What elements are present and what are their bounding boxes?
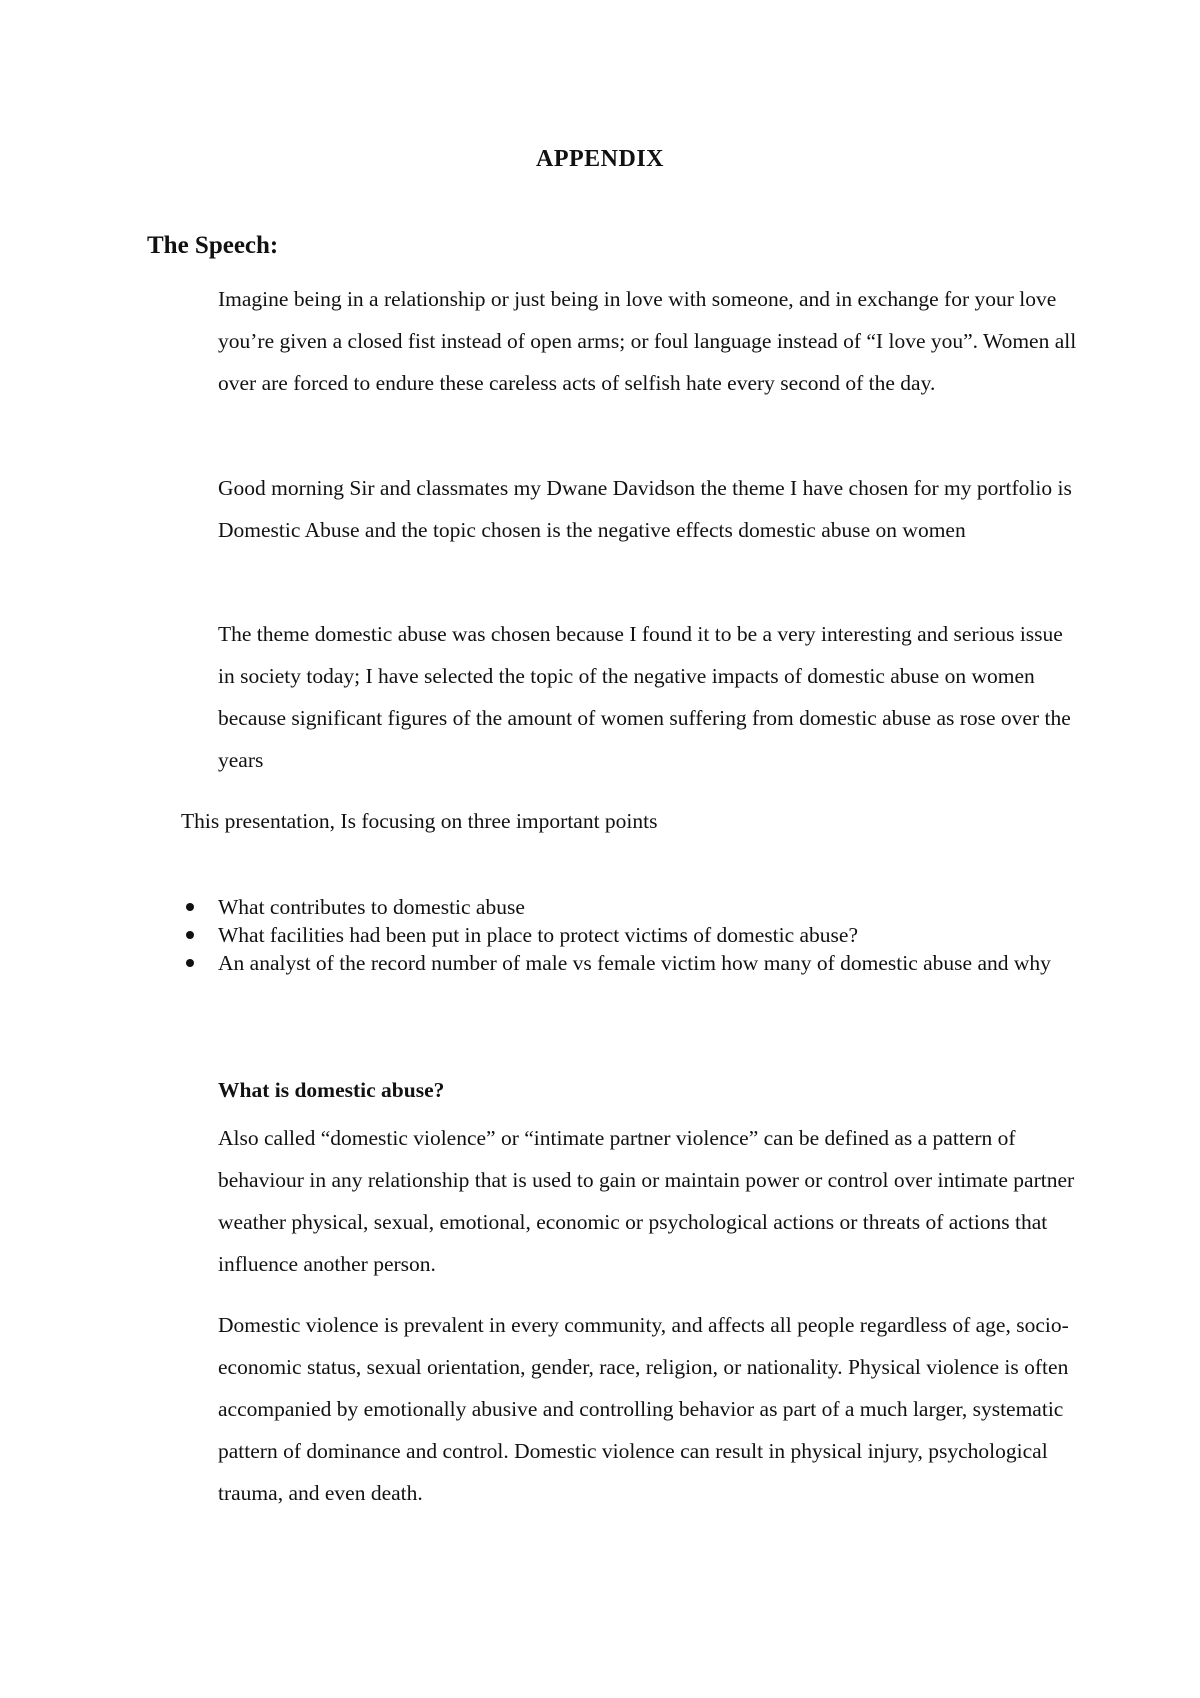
list-item-text: An analyst of the record number of male vs female victim how many of domestic abuse and why	[218, 951, 1051, 975]
speech-paragraph: The theme domestic abuse was chosen because I found it to be a very interesting and serious issue in society today; I have selected the topic of the negative impacts of domestic abuse on women because significant figures of the amount of women suffering from domestic abuse as rose over the years	[218, 622, 1071, 772]
list-item	[180, 893, 1060, 921]
list-item-text: What contributes to domestic abuse	[218, 895, 525, 919]
subsection-heading: What is domestic abuse?	[218, 1078, 445, 1102]
bullet-icon	[186, 931, 194, 939]
page-title: APPENDIX	[536, 146, 664, 172]
speech-paragraph: Good morning Sir and classmates my Dwane Davidson the theme I have chosen for my portfolio is Domestic Abuse and the topic chosen is the negative effects domestic abuse on women	[218, 476, 1072, 542]
list-item	[180, 921, 1060, 949]
presentation-intro: This presentation, Is focusing on three important points	[181, 809, 658, 833]
bullet-icon	[186, 959, 194, 967]
section-heading: The Speech:	[147, 232, 279, 259]
list-item	[180, 949, 1060, 977]
bullet-icon	[186, 903, 194, 911]
definition-paragraph: Domestic violence is prevalent in every community, and affects all people regardless of age, socio-economic status, sexual orientation, gender, race, religion, or nationality. Physical violence is often accompanied by emotionally abusive and controlling behavior as part of a much larger, systematic pattern of dominance and control. Domestic violence can result in physical injury, psychological trauma, and even death.	[218, 1313, 1069, 1505]
speech-paragraph: Imagine being in a relationship or just being in love with someone, and in exchange for your love you’re given a closed fist instead of open arms; or foul language instead of “I love you”. Women all over are forced to endure these careless acts of selfish hate every second of the day.	[218, 287, 1077, 395]
list-item-text: What facilities had been put in place to protect victims of domestic abuse?	[218, 923, 859, 947]
points-list	[180, 893, 1060, 977]
definition-paragraph: Also called “domestic violence” or “intimate partner violence” can be defined as a pattern of behaviour in any relationship that is used to gain or maintain power or control over intimate partner weather physical, sexual, emotional, economic or psychological actions or threats of actions that influence another person.	[218, 1126, 1075, 1276]
